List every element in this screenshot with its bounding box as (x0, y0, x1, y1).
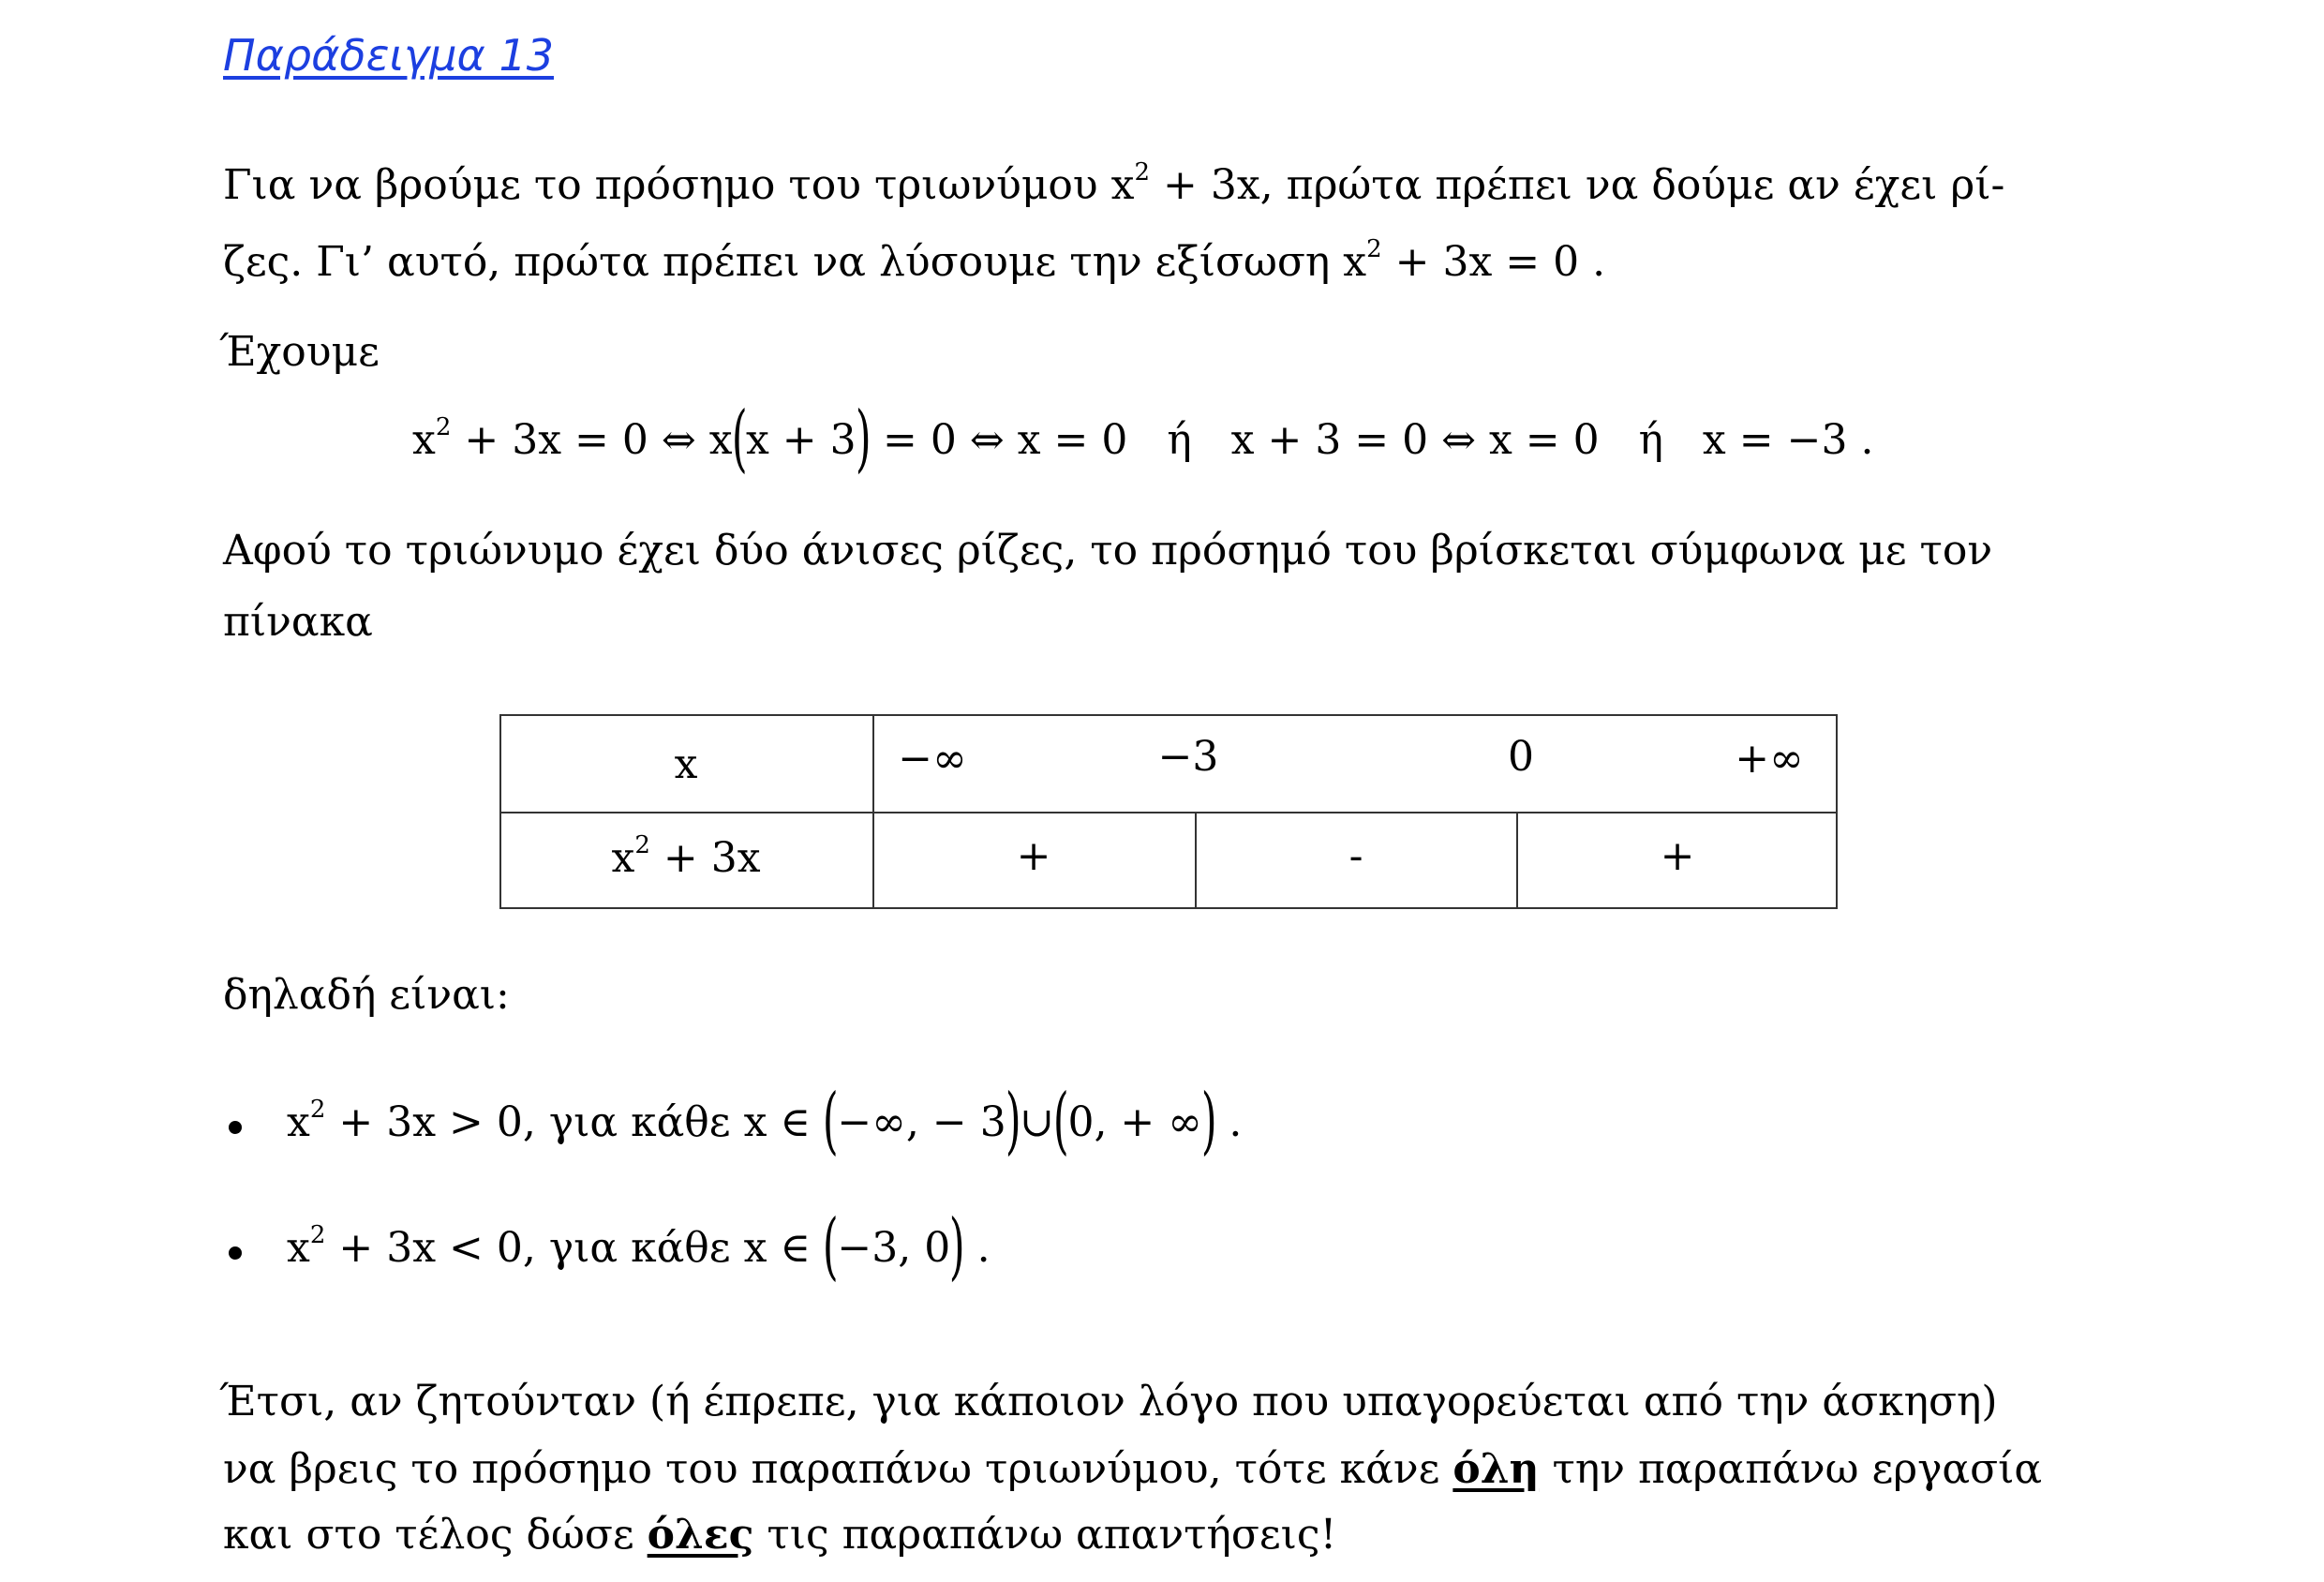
sign-table (499, 714, 1838, 909)
emphasis-oles: όλες (647, 1511, 754, 1559)
bullet-item-negative: $x^2 + 3x < 0$, για κάθε x ∈ (−3, 0) . (287, 1204, 991, 1289)
math-equation-inline: $x^2 + 3x = 0$ (1343, 235, 1580, 286)
page-title[interactable]: Παράδειγμα 13 (223, 30, 554, 81)
table-row-divider (501, 812, 1836, 813)
table-row-label: $x^2 + 3x$ (611, 831, 761, 882)
table-sign-3: + (1660, 832, 1695, 880)
conclusion-line-1: Αφού το τριώνυμο έχει δύο άνισες ρίζες, το πρόσημό του βρίσκεται σύμφωνα με τον (223, 527, 1993, 575)
bullet-dot (229, 1246, 242, 1260)
table-interval-divider-2 (1516, 812, 1518, 907)
emphasis-oli: όλη (1452, 1445, 1540, 1493)
table-sign-2: - (1348, 832, 1363, 880)
intro-line-1: Για να βρούμε το πρόσημο του τριωνύμου $x^2 + 3x$, πρώτα πρέπει να δούμε αν έχει ρί- (223, 158, 2005, 209)
table-point-pos-infinity: +∞ (1735, 735, 1804, 783)
bullet-dot (229, 1121, 242, 1134)
table-sign-1: + (1016, 832, 1051, 880)
bullet-item-positive: $x^2 + 3x > 0$, για κάθε x ∈ (−∞, − 3)∪(0, + ∞) . (287, 1079, 1243, 1163)
echoume-label: Έχουμε (219, 328, 380, 376)
table-header-label: x (674, 740, 698, 788)
closing-line-3: και στο τέλος δώσε όλες τις παραπάνω απαντήσεις! (223, 1511, 1337, 1559)
math-trinomial: $x^2 + 3x$ (1110, 158, 1260, 209)
dilady-label: δηλαδή είναι: (223, 971, 510, 1019)
conclusion-line-2: πίνακα (223, 598, 373, 646)
intro-line-2: ζες. Γι’ αυτό, πρώτα πρέπει να λύσουμε την εξίσωση $x^2 + 3x = 0$ . (223, 235, 1606, 286)
table-interval-divider-1 (1195, 812, 1197, 907)
closing-line-1: Έτσι, αν ζητούνταν (ή έπρεπε, για κάποιον λόγο που υπαγορεύεται από την άσκηση) (219, 1378, 1998, 1425)
table-label-divider (872, 716, 874, 907)
main-equation: $x^2 + 3x = 0$ ⇔ x(x + 3) = 0 ⇔ x = 0 ή x + 3 = 0 ⇔ x = 0 ή x = −3 . (412, 396, 1874, 481)
table-point-zero: 0 (1508, 733, 1534, 781)
table-point-neg-infinity: −∞ (898, 735, 967, 783)
table-point-neg-3: −3 (1157, 733, 1219, 781)
closing-line-2: να βρεις το πρόσημο του παραπάνω τριωνύμου, τότε κάνε όλη την παραπάνω εργασία (223, 1445, 2043, 1493)
